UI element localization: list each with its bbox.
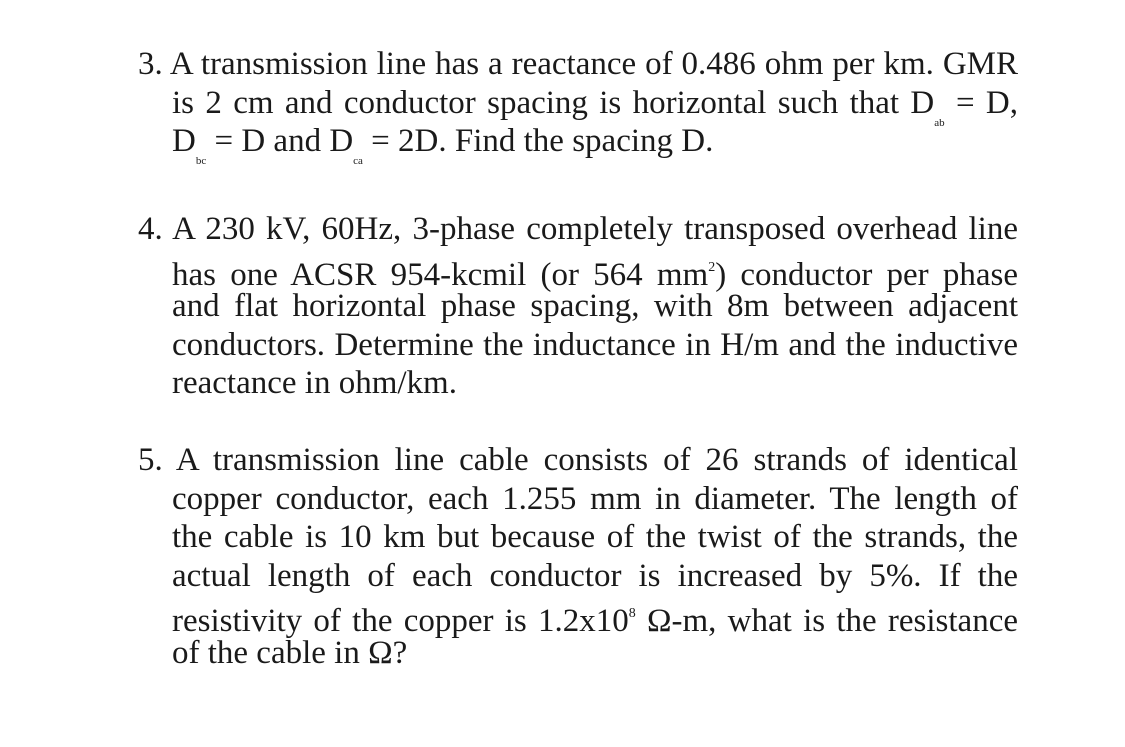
problem-text: conductors. Determine the inductance in H/m and the inductive xyxy=(172,326,1018,363)
problem-4-line-5 xyxy=(138,364,1018,403)
superscript: 8 xyxy=(628,606,636,621)
problem-text: Ω-m, what is the resistance xyxy=(635,603,1018,639)
problem-5-line-4 xyxy=(138,557,1018,596)
problem-number: 3. xyxy=(138,46,163,82)
problem-text: = D, xyxy=(944,84,1018,121)
problem-text: the cable is 10 km but because of the twist of the strands, the xyxy=(172,519,1018,555)
problem-4-line-2 xyxy=(138,249,1018,293)
problem-4-line-4 xyxy=(138,326,1018,365)
problem-5-line-6 xyxy=(138,634,1018,673)
problem-text: and flat horizontal phase spacing, with 8m between adjacent xyxy=(172,288,1018,324)
problem-4 xyxy=(138,210,1018,403)
problem-text: A transmission line has a reactance of 0.486 ohm per km. GMR xyxy=(169,46,1019,82)
subscript: ca xyxy=(353,155,363,167)
problem-text: = 2D. Find the spacing D. xyxy=(362,123,714,159)
problem-text: resistivity of the copper is 1.2x10 xyxy=(172,603,629,639)
problem-text: is 2 cm and conductor spacing is horizontal such that D xyxy=(172,84,935,121)
problem-5-line-3 xyxy=(138,518,1018,557)
problem-3 xyxy=(138,45,1019,167)
problem-4-line-3 xyxy=(138,287,1018,326)
problem-3-line-2 xyxy=(138,84,1018,129)
problem-5-line-2 xyxy=(138,480,1018,519)
problem-text: has one ACSR 954-kcmil (or 564 mm xyxy=(172,256,709,293)
problem-text: = D and D xyxy=(206,123,354,159)
superscript: 2 xyxy=(708,259,716,275)
problem-number: 4. xyxy=(138,211,163,247)
subscript: bc xyxy=(195,155,207,167)
problem-5-line-5 xyxy=(138,595,1018,639)
problem-3-line-1 xyxy=(138,45,1018,84)
problem-5 xyxy=(138,441,1018,672)
problem-text: A transmission line cable consists of 26 strands of identical xyxy=(175,442,1018,478)
problem-text: D xyxy=(172,123,196,159)
problem-number: 5. xyxy=(138,442,163,478)
problem-3-line-3 xyxy=(138,122,1018,167)
problem-text: ) conductor per phase xyxy=(715,256,1018,293)
problem-text: of the cable in Ω? xyxy=(172,634,408,671)
problem-text: reactance in ohm/km. xyxy=(172,365,457,401)
problem-5-line-1 xyxy=(138,441,1018,480)
problem-4-line-1 xyxy=(138,210,1018,249)
problem-text: copper conductor, each 1.255 mm in diameter. The length of xyxy=(172,480,1018,517)
problem-text: actual length of each conductor is increased by 5%. If the xyxy=(172,557,1018,594)
subscript: ab xyxy=(934,116,945,129)
problem-text: A 230 kV, 60Hz, 3-phase completely transposed overhead line xyxy=(172,211,1018,247)
